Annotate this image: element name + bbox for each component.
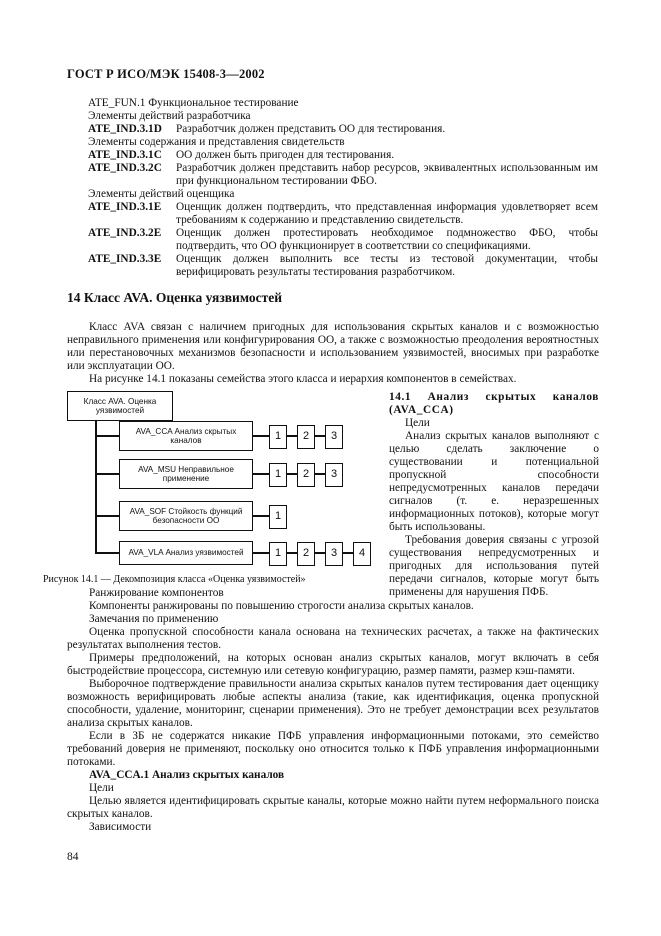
- connector-line: [343, 552, 353, 554]
- requirement-id: ATE_IND.3.1E: [88, 201, 162, 213]
- requirement-id: ATE_IND.3.1C: [88, 149, 162, 161]
- section-heading: 14 Класс AVA. Оценка уязвимостей: [67, 290, 282, 305]
- requirement-text: Разработчик должен представить ОО для тестирования.: [176, 123, 446, 135]
- component-heading: AVA_CCA.1 Анализ скрытых каналов: [89, 769, 285, 781]
- side-column: [389, 391, 599, 599]
- component-title: ATE_FUN.1 Функциональное тестирование: [88, 97, 299, 109]
- level-box: [325, 542, 343, 566]
- connector-line: [287, 435, 297, 437]
- connector-line: [315, 552, 325, 554]
- connector-line: [287, 552, 297, 554]
- level-box: [325, 425, 343, 449]
- notes-label: Замечания по применению: [89, 613, 219, 625]
- side-paragraph: Требования доверия связаны с угрозой существования непредусмотренных и пригодных для использования путей передачи сигналов, которые могут быть применены для нарушения ПФБ.: [389, 534, 599, 598]
- ranking-label: Ранжирование компонентов: [89, 587, 224, 599]
- notes-paragraph: Выборочное подтверждение правильности анализа скрытых каналов путем тестирования дает оценщику возможность верифицировать любые аспекты анализа (такие, как идентификация, оценка пропускной способности, удаление, мониторинг, сценарии применения). Это не требует демонстрации всех результатов анализа скрытых каналов.: [67, 678, 599, 729]
- lower-text: [67, 587, 599, 834]
- level-label: 3: [330, 430, 338, 443]
- requirement-text: Оценщик должен выполнить все тесты из тестовой документации, чтобы верифицировать результаты тестирования разработчиком.: [176, 253, 598, 278]
- family-box-ava-vla: [119, 541, 253, 565]
- page-number: 84: [67, 851, 79, 863]
- level-label: 3: [330, 468, 338, 481]
- connector-line: [315, 473, 325, 475]
- branch-line: [95, 473, 119, 475]
- level-label: 1: [274, 468, 282, 481]
- branch-line: [95, 515, 119, 517]
- requirement-text: Оценщик должен подтвердить, что представленная информация удовлетворяет всем требованиям к содержанию и представлению свидетельств.: [176, 201, 598, 226]
- family-box-ava-cca: [119, 421, 253, 451]
- notes-paragraph: Если в ЗБ не содержатся никакие ПФБ управления информационными потоками, это семейство требований доверия не применяют, поскольку оно относится только к ПФБ управления информационными потоками.: [67, 730, 599, 768]
- subsection-heading: 14.1 Анализ скрытых каналов (AVA_CCA): [389, 391, 599, 416]
- connector-line: [253, 473, 269, 475]
- class-decomposition-diagram: [67, 389, 379, 571]
- subsection-label: Элементы содержания и представления свидетельств: [88, 136, 345, 148]
- level-label: 2: [302, 547, 310, 560]
- class-box-label: Класс AVA. Оценка уязвимостей: [83, 396, 157, 415]
- requirement-row: [88, 201, 598, 227]
- level-label: 4: [358, 547, 366, 560]
- requirement-id: ATE_IND.3.3E: [88, 253, 162, 265]
- requirement-row: [88, 162, 598, 188]
- connector-line: [253, 552, 269, 554]
- family-box-ava-sof: [119, 501, 253, 531]
- branch-line: [95, 435, 119, 437]
- connector-line: [287, 473, 297, 475]
- requirement-row: [88, 253, 598, 279]
- level-label: 1: [274, 547, 282, 560]
- level-box: [269, 425, 287, 449]
- document-header: ГОСТ Р ИСО/МЭК 15408-3—2002: [67, 67, 265, 81]
- requirement-id: ATE_IND.3.1D: [88, 123, 162, 135]
- level-label: 3: [330, 547, 338, 560]
- trunk-line: [95, 419, 97, 553]
- notes-paragraph: Оценка пропускной способности канала основана на технических расчетах, а также на фактических результатах выполнения тестов.: [67, 626, 599, 651]
- level-box: [297, 542, 315, 566]
- requirement-row: [88, 123, 598, 136]
- requirement-text: Оценщик должен протестировать необходимое подмножество ФБО, чтобы подтвердить, что ОО функционирует в соответствии со спецификациями.: [176, 227, 598, 252]
- family-label: AVA_CCA Анализ скрытых каналов: [135, 426, 237, 445]
- goals-paragraph: Целью является идентифицировать скрытые каналы, которые можно найти путем неформального поиска скрытых каналов.: [67, 795, 599, 820]
- family-label: AVA_MSU Неправильное применение: [138, 464, 234, 483]
- requirement-text: Разработчик должен представить набор ресурсов, эквивалентных использованным им при функциональном тестировании ФБО.: [176, 162, 598, 187]
- goals-label: Цели: [405, 417, 430, 429]
- dependencies-label: Зависимости: [89, 821, 152, 833]
- requirement-id: ATE_IND.3.2E: [88, 227, 162, 239]
- subsection-label: Элементы действий оценщика: [88, 188, 235, 200]
- subsection-label: Элементы действий разработчика: [88, 110, 251, 122]
- level-box: [269, 542, 287, 566]
- connector-line: [253, 515, 269, 517]
- level-label: 2: [302, 430, 310, 443]
- connector-line: [253, 435, 269, 437]
- level-box: [325, 463, 343, 487]
- level-label: 1: [274, 510, 282, 523]
- side-paragraph: Анализ скрытых каналов выполняют с целью сделать заключение о существовании и потенциальной пропускной способности непредусмотренных каналов передачи сигналов (т. е. неразрешенных информационных потоков), которые могут быть использованы.: [389, 430, 599, 533]
- figure-reference-paragraph: На рисунке 14.1 показаны семейства этого класса и иерархия компонентов в семействах.: [89, 373, 517, 385]
- requirement-row: [88, 227, 598, 253]
- notes-paragraph: Примеры предположений, на которых основан анализ скрытых каналов, могут включать в себя быстродействие процессора, системную или сетевую конфигурацию, размер памяти, размер кэш-памяти.: [67, 652, 599, 677]
- family-label: AVA_VLA Анализ уязвимостей: [128, 548, 244, 558]
- level-box: [297, 425, 315, 449]
- level-box: [269, 463, 287, 487]
- requirement-text: ОО должен быть пригоден для тестирования.: [176, 149, 395, 161]
- level-box: [353, 542, 371, 566]
- family-box-ava-msu: [119, 459, 253, 489]
- level-box: [297, 463, 315, 487]
- class-box: [67, 391, 173, 421]
- figure-caption: Рисунок 14.1 — Декомпозиция класса «Оценка уязвимостей»: [43, 574, 306, 585]
- requirement-id: ATE_IND.3.2C: [88, 162, 162, 174]
- branch-line: [95, 552, 119, 554]
- section-intro-paragraph: Класс AVA связан с наличием пригодных для использования скрытых каналов и с возможностью неправильного применения или конфигурирования ОО, а также с возможностью преодоления вероятностных или перестановочных механизмов безопасности и использованием уязвимостей, вносимых при разработке или эксплуатации ОО.: [67, 321, 599, 372]
- goals-label: Цели: [89, 782, 114, 794]
- connector-line: [315, 435, 325, 437]
- requirement-row: [88, 149, 598, 162]
- ranking-text: Компоненты ранжированы по повышению строгости анализа скрытых каналов.: [89, 600, 474, 612]
- level-label: 1: [274, 430, 282, 443]
- level-label: 2: [302, 468, 310, 481]
- family-label: AVA_SOF Стойкость функций безопасности ОО: [129, 506, 243, 525]
- level-box: [269, 505, 287, 529]
- requirements-block: [88, 97, 598, 279]
